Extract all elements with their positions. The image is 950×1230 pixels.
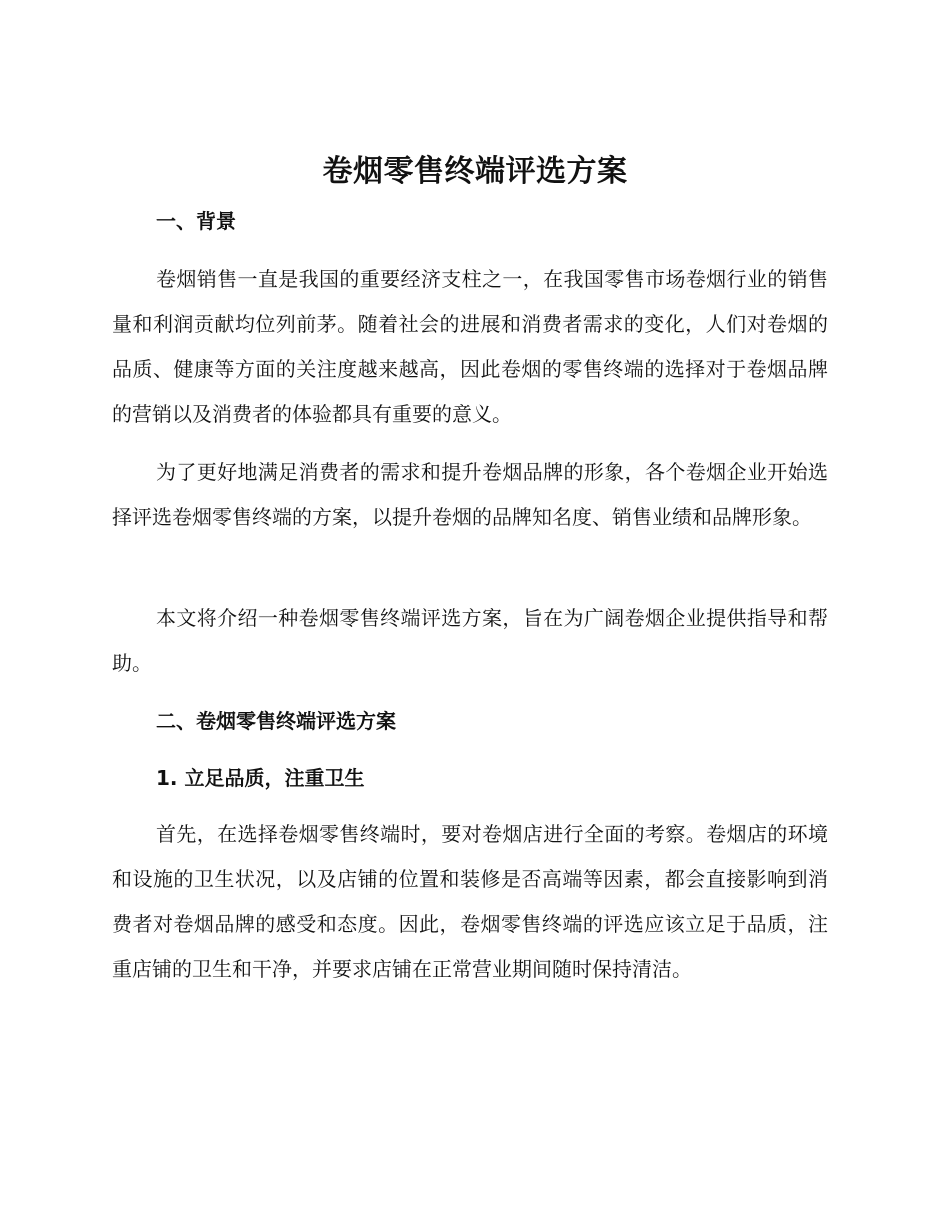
document-title: 卷烟零售终端评选方案 bbox=[322, 154, 628, 189]
paragraph-quality-hygiene: 首先，在选择卷烟零售终端时，要对卷烟店进行全面的考察。卷烟店的环境和设施的卫生状况，以及店铺的位置和装修是否高端等因素，都会直接影响到消费者对卷烟品牌的感受和态度。因此，卷烟零售终端的评选应该立足于品质，注重店铺的卫生和干净，并要求店铺在正常营业期间随时保持清洁。 bbox=[112, 822, 828, 981]
paragraph-background-1: 卷烟销售一直是我国的重要经济支柱之一，在我国零售市场卷烟行业的销售量和利润贡献均位列前茅。随着社会的进展和消费者需求的变化，人们对卷烟的品质、健康等方面的关注度越来越高，因此卷烟的零售终端的选择对于卷烟品牌的营销以及消费者的体验都具有重要的意义。 bbox=[112, 267, 828, 426]
subheading-quality-hygiene: 1. 立足品质，注重卫生 bbox=[156, 766, 365, 790]
paragraph-background-3: 本文将介绍一种卷烟零售终端评选方案，旨在为广阔卷烟企业提供指导和帮助。 bbox=[112, 606, 828, 675]
paragraph-background-2: 为了更好地满足消费者的需求和提升卷烟品牌的形象，各个卷烟企业开始选择评选卷烟零售终端的方案，以提升卷烟的品牌知名度、销售业绩和品牌形象。 bbox=[112, 460, 828, 529]
section-heading-background: 一、背景 bbox=[156, 209, 236, 233]
section-heading-scheme: 二、卷烟零售终端评选方案 bbox=[156, 709, 396, 733]
